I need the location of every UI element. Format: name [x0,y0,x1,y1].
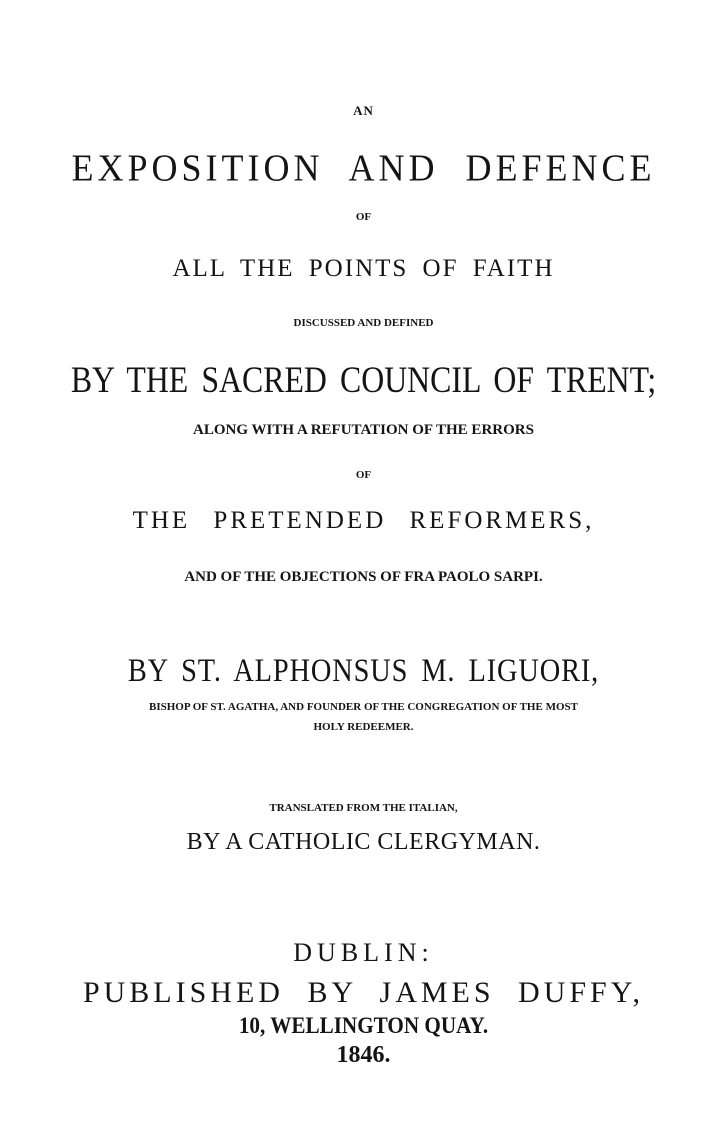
translation-note: TRANSLATED FROM THE ITALIAN, [269,802,458,814]
title-council: BY THE SACRED COUNCIL OF TRENT; [70,360,657,401]
author-credentials-line1: BISHOP OF ST. AGATHA, AND FOUNDER OF THE CONGREGATION OF THE MOST [149,701,578,713]
title-discussed: DISCUSSED AND DEFINED [293,317,434,329]
translator: BY A CATHOLIC CLERGYMAN. [186,829,541,855]
title-reformers: THE PRETENDED REFORMERS, [132,507,595,534]
imprint-publisher: PUBLISHED BY JAMES DUFFY, [82,976,645,1009]
imprint-year: 1846. [336,1042,391,1068]
title-points: ALL THE POINTS OF FAITH [172,255,555,282]
title-along: ALONG WITH A REFUTATION OF THE ERRORS [193,422,534,438]
imprint-city: DUBLIN: [293,938,434,967]
title-main: EXPOSITION AND DEFENCE [71,147,656,189]
title-an: AN [353,103,374,118]
imprint-address: 10, WELLINGTON QUAY. [238,1013,489,1038]
author-credentials-line2: HOLY REDEEMER. [313,721,414,733]
title-of: OF [355,211,372,223]
title-of-second: OF [355,469,372,481]
author-byline: BY ST. ALPHONSUS M. LIGUORI, [127,653,600,689]
title-objections: AND OF THE OBJECTIONS OF FRA PAOLO SARPI. [184,569,543,585]
